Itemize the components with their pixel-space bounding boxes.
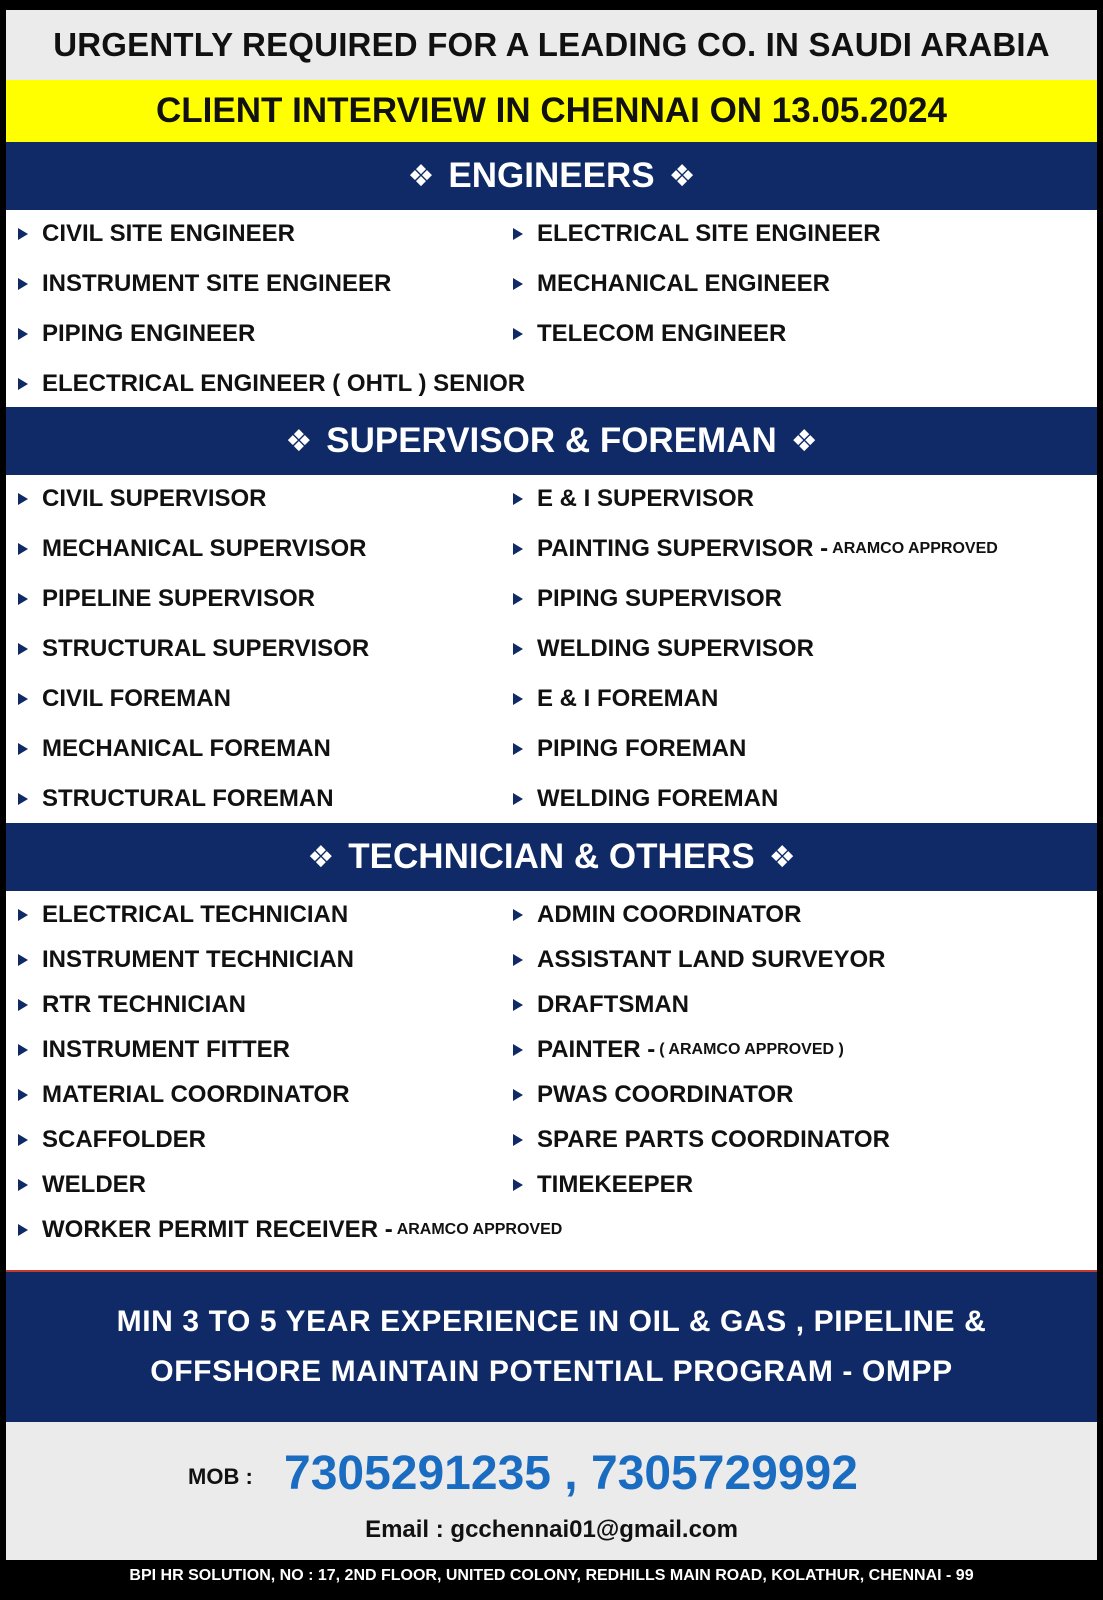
address-footer: BPI HR SOLUTION, NO : 17, 2ND FLOOR, UNITED COLONY, REDHILLS MAIN ROAD, KOLATHUR, CHENNAI - 99 [129,1567,974,1584]
supervisor-list [6,475,1097,823]
bullet-icon [513,793,523,805]
experience-line-2: OFFSHORE MAINTAIN POTENTIAL PROGRAM - OMPP [150,1355,953,1388]
supervisor-heading [6,407,1097,475]
bullet-icon [513,593,523,605]
list-item: PIPELINE SUPERVISOR [18,585,315,613]
bullet-icon [513,1134,523,1146]
bullet-icon [513,1179,523,1191]
bullet-icon [513,743,523,755]
email-address: Email : gcchennai01@gmail.com [365,1516,738,1543]
list-item: ELECTRICAL TECHNICIAN [18,901,348,929]
list-item: ASSISTANT LAND SURVEYOR [513,946,885,974]
bullet-icon [513,1089,523,1101]
bullet-icon [513,543,523,555]
bullet-icon [18,1179,28,1191]
list-item: CIVIL FOREMAN [18,685,231,713]
bullet-icon [18,1134,28,1146]
list-item: INSTRUMENT SITE ENGINEER [18,270,391,298]
engineers-heading [6,142,1097,210]
bullet-icon [18,228,28,240]
engineers-list [6,210,1097,407]
contact-panel [6,1422,1097,1560]
list-item: WELDER [18,1171,146,1199]
bullet-icon [18,328,28,340]
bullet-icon [18,693,28,705]
list-item: PWAS COORDINATOR [513,1081,793,1109]
list-item: ELECTRICAL ENGINEER ( OHTL ) SENIOR [18,370,525,398]
bullet-icon [18,378,28,390]
bullet-icon [513,693,523,705]
ornament-icon: ❖ [407,159,435,193]
bullet-icon [513,643,523,655]
bullet-icon [18,543,28,555]
list-item: MECHANICAL SUPERVISOR [18,535,367,563]
bullet-icon [513,999,523,1011]
bullet-icon [513,493,523,505]
list-item: SPARE PARTS COORDINATOR [513,1126,890,1154]
bullet-icon [18,643,28,655]
list-item: MATERIAL COORDINATOR [18,1081,350,1109]
experience-line-1: MIN 3 TO 5 YEAR EXPERIENCE IN OIL & GAS , PIPELINE & [116,1305,987,1338]
aramco-note: ARAMCO APPROVED [396,1221,563,1238]
list-item: PIPING FOREMAN [513,735,746,763]
bullet-icon [513,278,523,290]
list-item: PAINTING SUPERVISOR - ARAMCO APPROVED [513,535,998,563]
bullet-icon [18,954,28,966]
aramco-note: ARAMCO APPROVED [832,540,998,557]
experience-banner [6,1270,1097,1422]
bullet-icon [513,954,523,966]
bullet-icon [513,228,523,240]
section-title: TECHNICIAN & OTHERS [348,837,755,876]
bullet-icon [18,278,28,290]
bullet-icon [18,1224,28,1236]
list-item: STRUCTURAL SUPERVISOR [18,635,369,663]
list-item: STRUCTURAL FOREMAN [18,785,334,813]
list-item: INSTRUMENT FITTER [18,1036,290,1064]
technician-heading [6,823,1097,891]
list-item: DRAFTSMAN [513,991,689,1019]
aramco-note: ( ARAMCO APPROVED ) [659,1041,844,1058]
list-item: MECHANICAL ENGINEER [513,270,830,298]
job-poster [6,10,1097,1592]
bullet-icon [18,999,28,1011]
list-item: E & I SUPERVISOR [513,485,754,513]
list-item: CIVIL SUPERVISOR [18,485,267,513]
poster-title: URGENTLY REQUIRED FOR A LEADING CO. IN SAUDI ARABIA [6,10,1097,80]
list-item: WELDING FOREMAN [513,785,778,813]
ornament-icon: ❖ [307,840,335,874]
bullet-icon [513,328,523,340]
mobile-label: MOB : [188,1464,253,1489]
ornament-icon: ❖ [768,840,796,874]
list-item: CIVIL SITE ENGINEER [18,220,295,248]
list-item: PIPING ENGINEER [18,320,255,348]
bullet-icon [18,1044,28,1056]
bullet-icon [18,743,28,755]
mobile-numbers: 7305291235 , 7305729992 [284,1447,858,1500]
list-item: ADMIN COORDINATOR [513,901,801,929]
bullet-icon [18,593,28,605]
list-item: E & I FOREMAN [513,685,718,713]
list-item: TIMEKEEPER [513,1171,693,1199]
list-item: RTR TECHNICIAN [18,991,246,1019]
bullet-icon [18,793,28,805]
bullet-icon [513,909,523,921]
section-title: ENGINEERS [448,156,655,195]
list-item: INSTRUMENT TECHNICIAN [18,946,354,974]
list-item: SCAFFOLDER [18,1126,206,1154]
list-item: PAINTER - ( ARAMCO APPROVED ) [513,1036,844,1064]
list-item: WORKER PERMIT RECEIVER - ARAMCO APPROVED [18,1216,562,1244]
bullet-icon [18,909,28,921]
technician-list [6,891,1097,1270]
list-item: WELDING SUPERVISOR [513,635,814,663]
ornament-icon: ❖ [285,424,313,458]
list-item: TELECOM ENGINEER [513,320,786,348]
bullet-icon [18,1089,28,1101]
interview-banner: CLIENT INTERVIEW IN CHENNAI ON 13.05.2024 [6,80,1097,142]
bullet-icon [513,1044,523,1056]
list-item: PIPING SUPERVISOR [513,585,782,613]
ornament-icon: ❖ [668,159,696,193]
list-item: ELECTRICAL SITE ENGINEER [513,220,881,248]
bullet-icon [18,493,28,505]
list-item: MECHANICAL FOREMAN [18,735,331,763]
ornament-icon: ❖ [790,424,818,458]
section-title: SUPERVISOR & FOREMAN [326,421,777,460]
